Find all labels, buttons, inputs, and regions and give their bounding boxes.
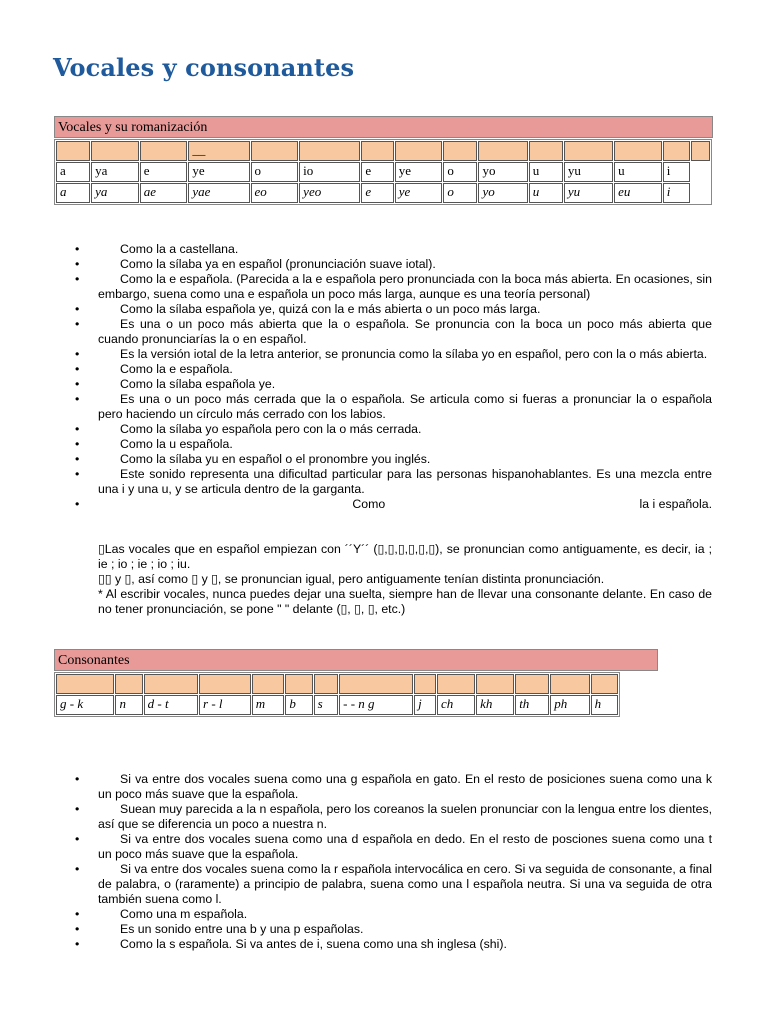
consonant-roman-cell: d - t — [144, 695, 198, 715]
vowel-roman-cell: eu — [614, 183, 662, 203]
note-text-right: la i española. — [639, 497, 712, 511]
paragraph-line: ▯▯ y ▯, así como ▯ y ▯, se pronuncian igual, pero antiguamente tenían distinta pronunciación. — [98, 572, 605, 586]
consonant-header-cell — [515, 674, 549, 694]
note-item — [0, 392, 768, 422]
note-text: • Si va entre dos vocales suena como la r española intervocálica en cero. Si va seguida de consonante, a final de palabra, o (raramente) a principio de palabra, suena como una l española neutra. Si una va seguida de otra también suena como l. — [98, 862, 712, 906]
vowel-paragraph — [98, 542, 712, 617]
vowel-roman-cell: yeo — [299, 183, 360, 203]
note-text: • Como la a castellana. — [120, 242, 239, 256]
consonant-header-cell — [252, 674, 285, 694]
note-item — [0, 862, 768, 907]
vowel-hangul-cell: u — [529, 162, 563, 182]
consonants-table — [54, 672, 620, 717]
note-text: • Como la sílaba ya en español (pronunciación suave iotal). — [120, 257, 436, 271]
vowels-table-caption: Vocales y su romanización — [54, 116, 713, 138]
note-text: • Suean muy parecida a la n española, pero los coreanos la suelen pronunciar con la lengua entre los dientes, así que se diferencia un poco a nuestra n. — [98, 802, 713, 831]
vowel-hangul-cell: io — [299, 162, 360, 182]
paragraph-line: * Al escribir vocales, nunca puedes dejar una suelta, siempre han de llevar una consonante delante. En caso de no tener pronunciación, se pone " " delante (▯, ▯, ▯, etc.) — [98, 587, 712, 616]
note-text: • Si va entre dos vocales suena como una g española en gato. En el resto de posiciones suena como una k un poco más suave que la española. — [98, 772, 712, 801]
vowel-header-cell — [56, 141, 90, 161]
note-item — [0, 272, 768, 302]
consonant-header-cell — [285, 674, 312, 694]
consonant-roman-cell: ph — [550, 695, 589, 715]
note-text: • Es una o un poco más cerrada que la o española. Se articula como si fueras a pronunciar la o española pero haciendo un círculo más cerrado con los labios. — [98, 392, 712, 421]
note-item — [0, 772, 768, 802]
vowel-roman-cell: a — [56, 183, 90, 203]
note-item — [0, 907, 768, 922]
consonant-header-cell — [199, 674, 251, 694]
vowel-header-cell — [361, 141, 393, 161]
consonants-table-caption: Consonantes — [54, 649, 658, 671]
vowel-header-cell — [251, 141, 299, 161]
note-item — [0, 832, 768, 862]
vowel-header-cell — [691, 141, 710, 161]
consonant-roman-cell: j — [414, 695, 436, 715]
note-text: • Si va entre dos vocales suena como una d española en dedo. En el resto de posciones suena como una t un poco más suave que la española. — [98, 832, 712, 861]
vowel-hangul-cell: u — [614, 162, 662, 182]
note-item — [0, 922, 768, 937]
note-text: • Como la e española. (Parecida a la e española pero pronunciada con la boca más abierta. En ocasiones, sin embargo, suena como una e española un poco más larga, aunque es una teoría personal) — [98, 272, 712, 301]
consonant-header-cell — [56, 674, 114, 694]
consonant-roman-cell: g - k — [56, 695, 114, 715]
vowel-roman-cell: u — [529, 183, 563, 203]
consonant-header-cell — [115, 674, 142, 694]
vowel-header-cell — [299, 141, 360, 161]
note-item — [0, 422, 768, 437]
vowel-hangul-cell: o — [251, 162, 299, 182]
note-text: • Como la e española. — [120, 362, 233, 376]
note-item — [0, 362, 768, 377]
vowel-hangul-cell: yo — [478, 162, 527, 182]
vowel-roman-cell: ya — [91, 183, 139, 203]
vowel-hangul-cell: e — [361, 162, 393, 182]
consonant-header-cell — [339, 674, 413, 694]
paragraph-line: ▯Las vocales que en español empiezan con ´´Y´´ (▯,▯,▯,▯,▯,▯), se pronuncian como antiguamente, es decir, ia ; ie ; io ; ie ; io ; iu. — [98, 542, 712, 571]
note-item — [0, 317, 768, 347]
note-item — [0, 452, 768, 467]
consonants-header-row — [56, 674, 618, 694]
vowel-header-cell — [564, 141, 613, 161]
vowel-hangul-cell: ya — [91, 162, 139, 182]
vowels-hangul-row — [56, 162, 710, 182]
note-text: • Como la s española. Si va antes de i, suena como una sh inglesa (shi). — [120, 937, 507, 951]
note-item — [0, 497, 768, 512]
page-title: Vocales y consonantes — [53, 53, 355, 82]
note-text-left: • Como — [352, 497, 386, 511]
note-text: • Como la sílaba yu en español o el pronombre you inglés. — [120, 452, 431, 466]
vowel-hangul-cell: o — [443, 162, 477, 182]
vowel-roman-cell: o — [443, 183, 477, 203]
vowel-header-cell — [529, 141, 563, 161]
note-text: • Como la sílaba española ye, quizá con la e más abierta o un poco más larga. — [120, 302, 541, 316]
vowel-hangul-cell: a — [56, 162, 90, 182]
consonant-roman-cell: ch — [437, 695, 475, 715]
vowel-roman-cell: yo — [478, 183, 527, 203]
note-item — [0, 437, 768, 452]
vowel-roman-cell: e — [361, 183, 393, 203]
vowels-table — [54, 139, 712, 205]
note-text: • Como una m española. — [120, 907, 248, 921]
vowel-hangul-cell: i — [663, 162, 690, 182]
note-item — [0, 257, 768, 272]
vowel-header-cell — [478, 141, 527, 161]
note-text: • Como la sílaba española ye. — [120, 377, 276, 391]
vowel-header-cell — [614, 141, 662, 161]
vowel-hangul-cell: yu — [564, 162, 613, 182]
consonant-roman-cell: - - n g — [339, 695, 413, 715]
consonant-roman-cell: m — [252, 695, 285, 715]
consonant-header-cell — [144, 674, 198, 694]
vowel-hangul-cell: ye — [395, 162, 443, 182]
consonant-header-cell — [414, 674, 436, 694]
vowel-header-cell — [443, 141, 477, 161]
consonant-header-cell — [314, 674, 339, 694]
consonant-roman-cell: h — [591, 695, 618, 715]
consonant-roman-cell: kh — [476, 695, 514, 715]
note-text: • Este sonido representa una dificultad particular para las personas hispanohablantes. Es una mezcla entre una i y una u, y se articula dentro de la garganta. — [98, 467, 712, 496]
consonant-roman-cell: n — [115, 695, 142, 715]
consonant-roman-cell: b — [285, 695, 312, 715]
vowel-roman-cell: eo — [251, 183, 299, 203]
vowel-roman-cell: ae — [140, 183, 188, 203]
note-text: • Es la versión iotal de la letra anterior, se pronuncia como la sílaba yo en español, pero con la o más abierta. — [120, 347, 708, 361]
consonant-header-cell — [437, 674, 475, 694]
note-item — [0, 377, 768, 392]
vowel-roman-cell: yae — [188, 183, 249, 203]
vowels-header-row — [56, 141, 710, 161]
vowel-roman-cell: ye — [395, 183, 443, 203]
consonant-header-cell — [550, 674, 589, 694]
note-text: • Como la sílaba yo española pero con la o más cerrada. — [120, 422, 422, 436]
note-item — [0, 302, 768, 317]
note-item — [0, 242, 768, 257]
vowel-header-cell — [91, 141, 139, 161]
vowel-header-cell — [663, 141, 690, 161]
vowel-notes-list — [0, 242, 768, 512]
note-text: • Como la u española. — [120, 437, 233, 451]
consonant-roman-cell: s — [314, 695, 339, 715]
vowel-hangul-cell: e — [140, 162, 188, 182]
note-item — [0, 937, 768, 952]
note-item — [0, 347, 768, 362]
consonant-notes-list — [0, 772, 768, 952]
vowel-roman-cell: yu — [564, 183, 613, 203]
consonant-header-cell — [476, 674, 514, 694]
note-text: • Es una o un poco más abierta que la o española. Se pronuncia con la boca un poco más abierta que cuando pronunciarías la o en español. — [98, 317, 712, 346]
note-text: • Es un sonido entre una b y una p españolas. — [120, 922, 364, 936]
consonant-roman-cell: r - l — [199, 695, 251, 715]
note-item — [0, 467, 768, 497]
vowel-header-cell: __ — [188, 141, 249, 161]
consonant-header-cell — [591, 674, 618, 694]
consonant-roman-cell: th — [515, 695, 549, 715]
vowel-hangul-cell: ye — [188, 162, 249, 182]
consonants-roman-row — [56, 695, 618, 715]
vowels-roman-row — [56, 183, 710, 203]
vowel-roman-cell: i — [663, 183, 690, 203]
vowel-header-cell — [140, 141, 188, 161]
vowel-header-cell — [395, 141, 443, 161]
note-item — [0, 802, 768, 832]
